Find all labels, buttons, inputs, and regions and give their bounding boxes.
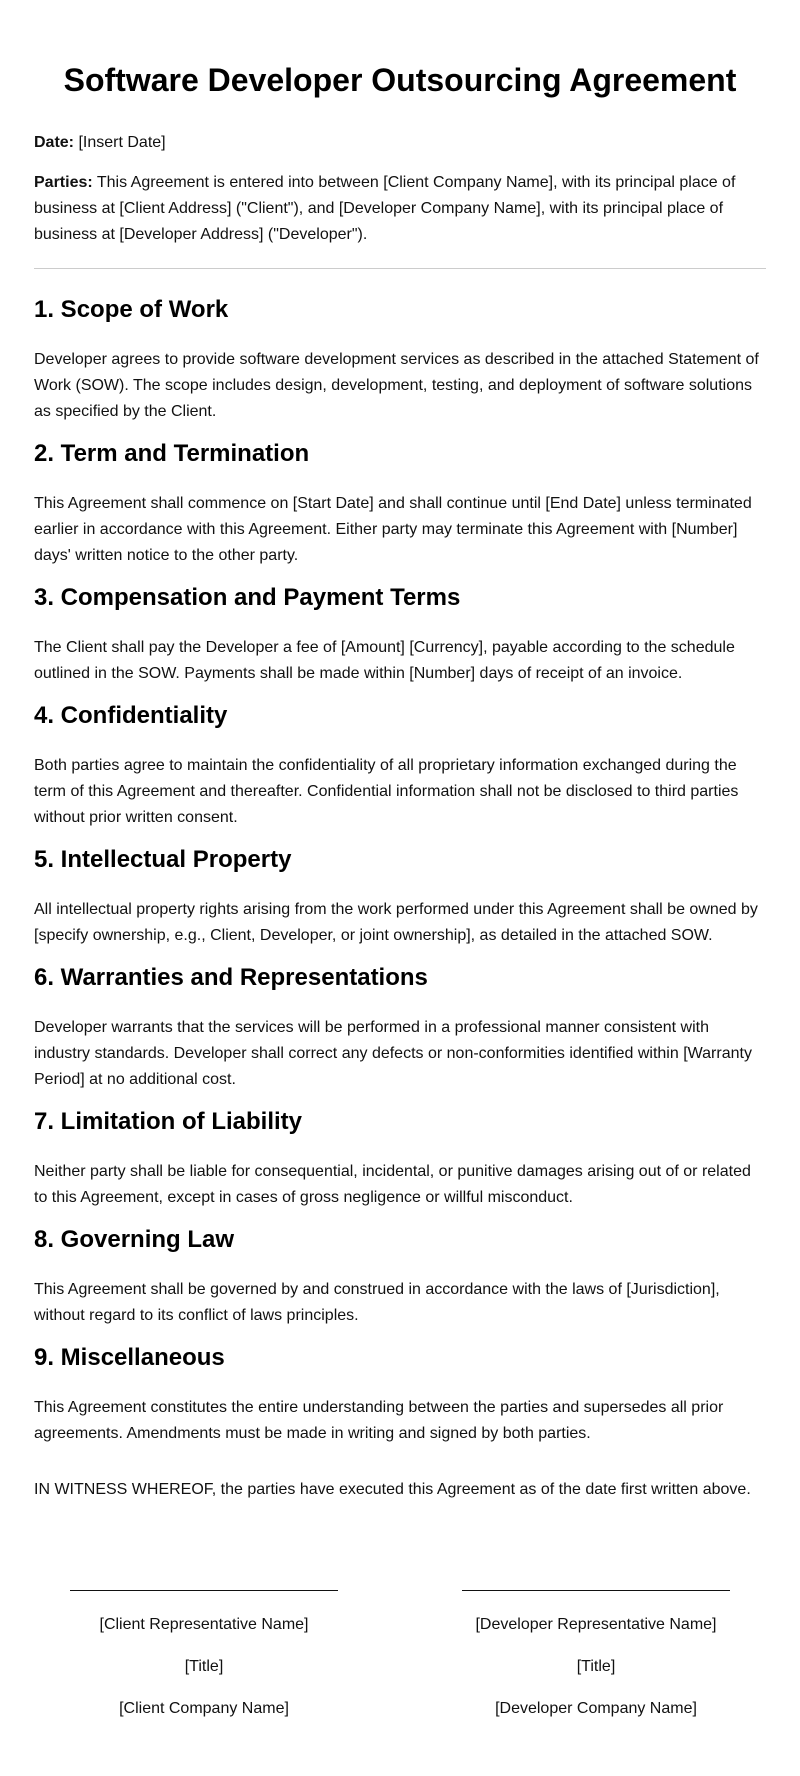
section-body: Developer agrees to provide software development services as described in the attached Statement of Work (SOW). The scope includes design, development, testing, and deployment of software solutions as specified by the Client. bbox=[34, 351, 759, 420]
parties-line bbox=[34, 170, 766, 248]
section-heading: 9. Miscellaneous bbox=[34, 1344, 225, 1371]
section-governing-law bbox=[34, 1225, 766, 1329]
date-label: Date: bbox=[34, 134, 75, 151]
section-heading: 2. Term and Termination bbox=[34, 440, 310, 467]
section-body: This Agreement constitutes the entire understanding between the parties and supersedes all prior agreements. Amendments must be made in writing and signed by both parties. bbox=[34, 1399, 724, 1442]
section-limitation-of-liability bbox=[34, 1107, 766, 1211]
header-divider bbox=[34, 268, 766, 269]
developer-signature-block bbox=[426, 1590, 766, 1719]
section-miscellaneous bbox=[34, 1343, 766, 1447]
section-body: This Agreement shall be governed by and construed in accordance with the laws of [Jurisdiction], without regard to its conflict of laws principles. bbox=[34, 1281, 720, 1324]
section-heading: 4. Confidentiality bbox=[34, 702, 228, 729]
client-signature-line bbox=[70, 1590, 338, 1591]
section-heading: 3. Compensation and Payment Terms bbox=[34, 584, 461, 611]
developer-signature-line bbox=[462, 1590, 730, 1591]
section-body: All intellectual property rights arising from the work performed under this Agreement shall be owned by [specify ownership, e.g., Client, Developer, or joint ownership], as detailed in the attached SOW. bbox=[34, 901, 758, 944]
section-heading: 7. Limitation of Liability bbox=[34, 1108, 303, 1135]
section-body: Both parties agree to maintain the confidentiality of all proprietary information exchanged during the term of this Agreement and thereafter. Confidential information shall not be disclosed to third parties without prior written consent. bbox=[34, 757, 739, 826]
section-heading: 6. Warranties and Representations bbox=[34, 964, 428, 991]
witness-statement: IN WITNESS WHEREOF, the parties have executed this Agreement as of the date first written above. bbox=[34, 1481, 751, 1498]
date-value: [Insert Date] bbox=[78, 134, 166, 151]
section-intellectual-property bbox=[34, 845, 766, 949]
parties-text: This Agreement is entered into between [Client Company Name], with its principal place of business at [Client Address] ("Client"), and [Developer Company Name], with its principal place of business at [Developer Address] ("Developer"). bbox=[34, 174, 736, 243]
section-heading: 8. Governing Law bbox=[34, 1226, 235, 1253]
section-compensation bbox=[34, 583, 766, 687]
developer-company-name: [Developer Company Name] bbox=[495, 1700, 697, 1717]
client-representative-name: [Client Representative Name] bbox=[99, 1616, 309, 1633]
client-title: [Title] bbox=[184, 1658, 224, 1675]
section-term-and-termination bbox=[34, 439, 766, 569]
section-body: The Client shall pay the Developer a fee of [Amount] [Currency], payable according to the schedule outlined in the SOW. Payments shall be made within [Number] days of receipt of an invoice. bbox=[34, 639, 735, 682]
section-warranties bbox=[34, 963, 766, 1093]
document-title: Software Developer Outsourcing Agreement bbox=[63, 62, 737, 98]
section-body: Developer warrants that the services will be performed in a professional manner consistent with industry standards. Developer shall correct any defects or non-conformities identified within [Warranty Period] at no additional cost. bbox=[34, 1019, 752, 1088]
section-confidentiality bbox=[34, 701, 766, 831]
section-heading: 5. Intellectual Property bbox=[34, 846, 292, 873]
section-body: Neither party shall be liable for consequential, incidental, or punitive damages arising out of or related to this Agreement, except in cases of gross negligence or willful misconduct. bbox=[34, 1163, 751, 1206]
developer-representative-name: [Developer Representative Name] bbox=[475, 1616, 717, 1633]
section-scope-of-work bbox=[34, 295, 766, 425]
developer-title: [Title] bbox=[576, 1658, 616, 1675]
signature-area bbox=[34, 1590, 766, 1719]
parties-label: Parties: bbox=[34, 174, 93, 191]
section-body: This Agreement shall commence on [Start Date] and shall continue until [End Date] unless terminated earlier in accordance with this Agreement. Either party may terminate this Agreement with [Number] days' written notice to the other party. bbox=[34, 495, 752, 564]
date-line bbox=[34, 130, 766, 156]
client-company-name: [Client Company Name] bbox=[119, 1700, 289, 1717]
client-signature-block bbox=[34, 1590, 374, 1719]
section-heading: 1. Scope of Work bbox=[34, 296, 229, 323]
